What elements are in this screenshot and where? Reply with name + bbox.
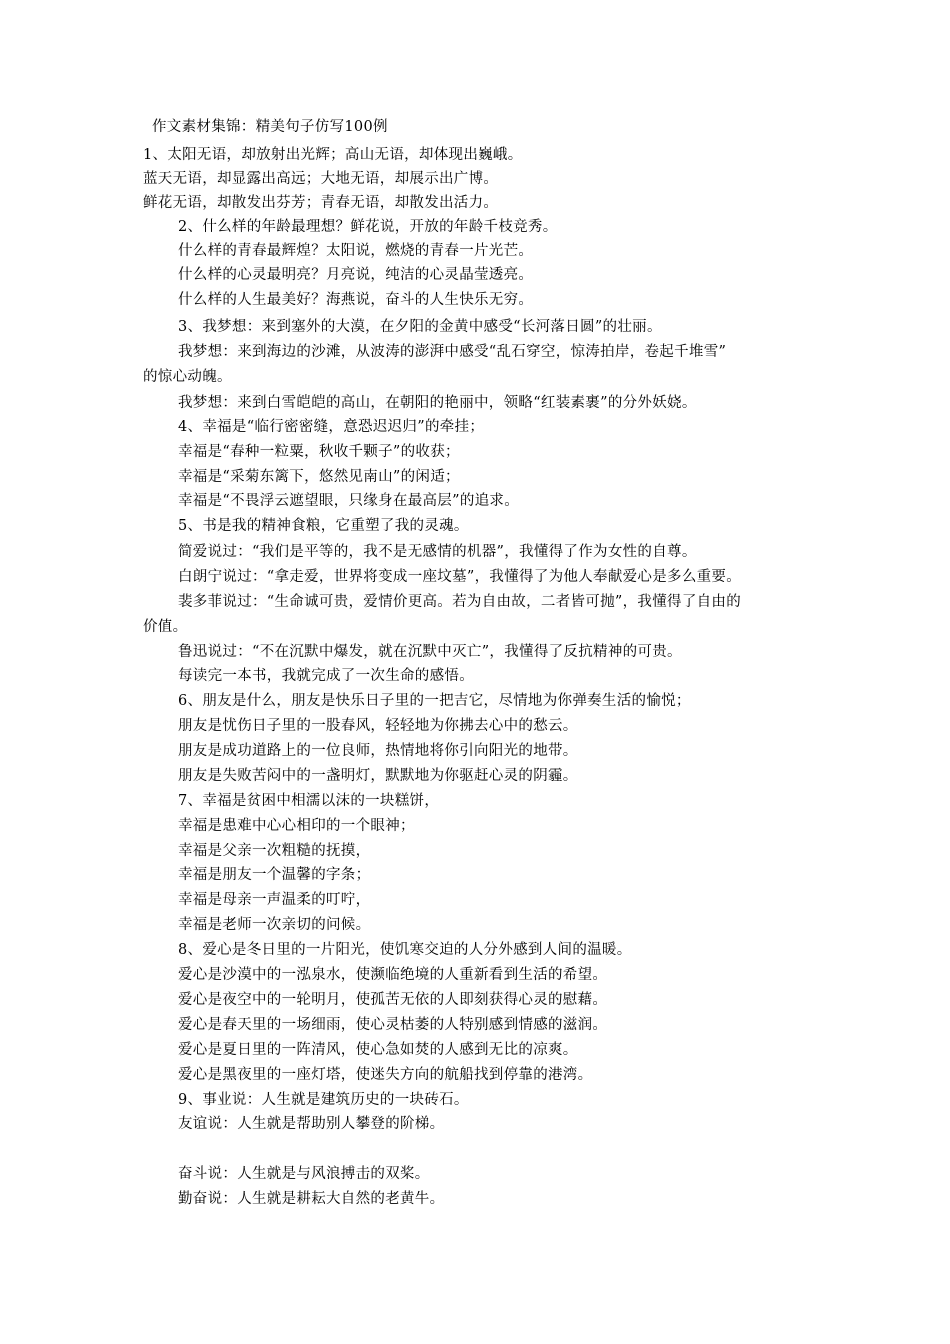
text-line: 朋友是失败苦闷中的一盏明灯，默默地为你驱赶心灵的阴霾。 <box>178 768 578 784</box>
text-line: 价值。 <box>143 619 188 635</box>
text-line: 3、我梦想：来到塞外的大漠，在夕阳的金黄中感受“长河落日圆”的壮丽。 <box>178 319 662 335</box>
text-line: 9、事业说：人生就是建筑历史的一块砖石。 <box>178 1092 469 1108</box>
text-line: 简爱说过：“我们是平等的，我不是无感情的机器”，我懂得了作为女性的自尊。 <box>178 544 697 560</box>
text-line: 我梦想：来到海边的沙滩，从波涛的澎湃中感受“乱石穿空，惊涛拍岸，卷起千堆雪” <box>178 344 727 360</box>
text-line: 朋友是成功道路上的一位良师，热情地将你引向阳光的地带。 <box>178 743 578 759</box>
text-line: 什么样的青春最辉煌？太阳说，燃烧的青春一片光芒。 <box>178 243 534 259</box>
text-line: 爱心是夜空中的一轮明月，使孤苦无依的人即刻获得心灵的慰藉。 <box>178 992 608 1008</box>
text-line: 幸福是老师一次亲切的问候。 <box>178 917 371 933</box>
text-line: 幸福是“春种一粒粟，秋收千颗子”的收获； <box>178 444 460 460</box>
text-line: 爱心是黑夜里的一座灯塔，使迷失方向的航船找到停靠的港湾。 <box>178 1067 593 1083</box>
text-line: 爱心是沙漠中的一泓泉水，使濒临绝境的人重新看到生活的希望。 <box>178 967 608 983</box>
text-line: 1、太阳无语，却放射出光辉；高山无语，却体现出巍峨。 <box>143 147 523 163</box>
text-line: 奋斗说：人生就是与风浪搏击的双桨。 <box>178 1166 430 1182</box>
text-line: 幸福是父亲一次粗糙的抚摸， <box>178 843 371 859</box>
text-line: 我梦想：来到白雪皑皑的高山，在朝阳的艳丽中，领略“红装素裹”的分外妖娆。 <box>178 395 697 411</box>
text-line: 幸福是朋友一个温馨的字条； <box>178 867 371 883</box>
text-line: 朋友是忧伤日子里的一股春风，轻轻地为你拂去心中的愁云。 <box>178 718 578 734</box>
text-line: 爱心是春天里的一场细雨，使心灵枯萎的人特别感到情感的滋润。 <box>178 1017 608 1033</box>
text-line: 的惊心动魄。 <box>143 369 232 385</box>
text-line: 白朗宁说过：“拿走爱，世界将变成一座坟墓”，我懂得了为他人奉献爱心是多么重要。 <box>178 569 742 585</box>
text-line: 幸福是患难中心心相印的一个眼神； <box>178 818 415 834</box>
text-line: 鲜花无语，却散发出芬芳；青春无语，却散发出活力。 <box>143 195 499 211</box>
text-line: 蓝天无语，却显露出高远；大地无语，却展示出广博。 <box>143 171 499 187</box>
text-line: 什么样的人生最美好？海燕说，奋斗的人生快乐无穷。 <box>178 292 534 308</box>
text-line: 幸福是“不畏浮云遮望眼，只缘身在最高层”的追求。 <box>178 493 520 509</box>
text-line: 友谊说：人生就是帮助别人攀登的阶梯。 <box>178 1116 445 1132</box>
text-line: 勤奋说：人生就是耕耘大自然的老黄牛。 <box>178 1191 445 1207</box>
text-line: 5、书是我的精神食粮，它重塑了我的灵魂。 <box>178 518 469 534</box>
text-line: 每读完一本书，我就完成了一次生命的感悟。 <box>178 668 474 684</box>
text-line: 7、幸福是贫困中相濡以沫的一块糕饼， <box>178 793 440 809</box>
text-line: 2、什么样的年龄最理想？鲜花说，开放的年龄千枝竞秀。 <box>178 219 558 235</box>
text-line: 什么样的心灵最明亮？月亮说，纯洁的心灵晶莹透亮。 <box>178 267 534 283</box>
text-line: 4、幸福是“临行密密缝，意恐迟迟归”的牵挂； <box>178 419 485 435</box>
text-line: 裴多菲说过：“生命诚可贵，爱情价更高。若为自由故，二者皆可抛”，我懂得了自由的 <box>178 594 742 610</box>
text-line: 6、朋友是什么，朋友是快乐日子里的一把吉它，尽情地为你弹奏生活的愉悦； <box>178 693 691 709</box>
text-line: 8、爱心是冬日里的一片阳光，使饥寒交迫的人分外感到人间的温暖。 <box>178 942 632 958</box>
text-line: 爱心是夏日里的一阵清风，使心急如焚的人感到无比的凉爽。 <box>178 1042 578 1058</box>
text-line: 鲁迅说过：“不在沉默中爆发，就在沉默中灭亡”，我懂得了反抗精神的可贵。 <box>178 644 682 660</box>
document-title: 作文素材集锦：精美句子仿写100例 <box>152 119 388 135</box>
text-line: 幸福是“采菊东篱下，悠然见南山”的闲适； <box>178 469 460 485</box>
text-line: 幸福是母亲一声温柔的叮咛， <box>178 892 371 908</box>
